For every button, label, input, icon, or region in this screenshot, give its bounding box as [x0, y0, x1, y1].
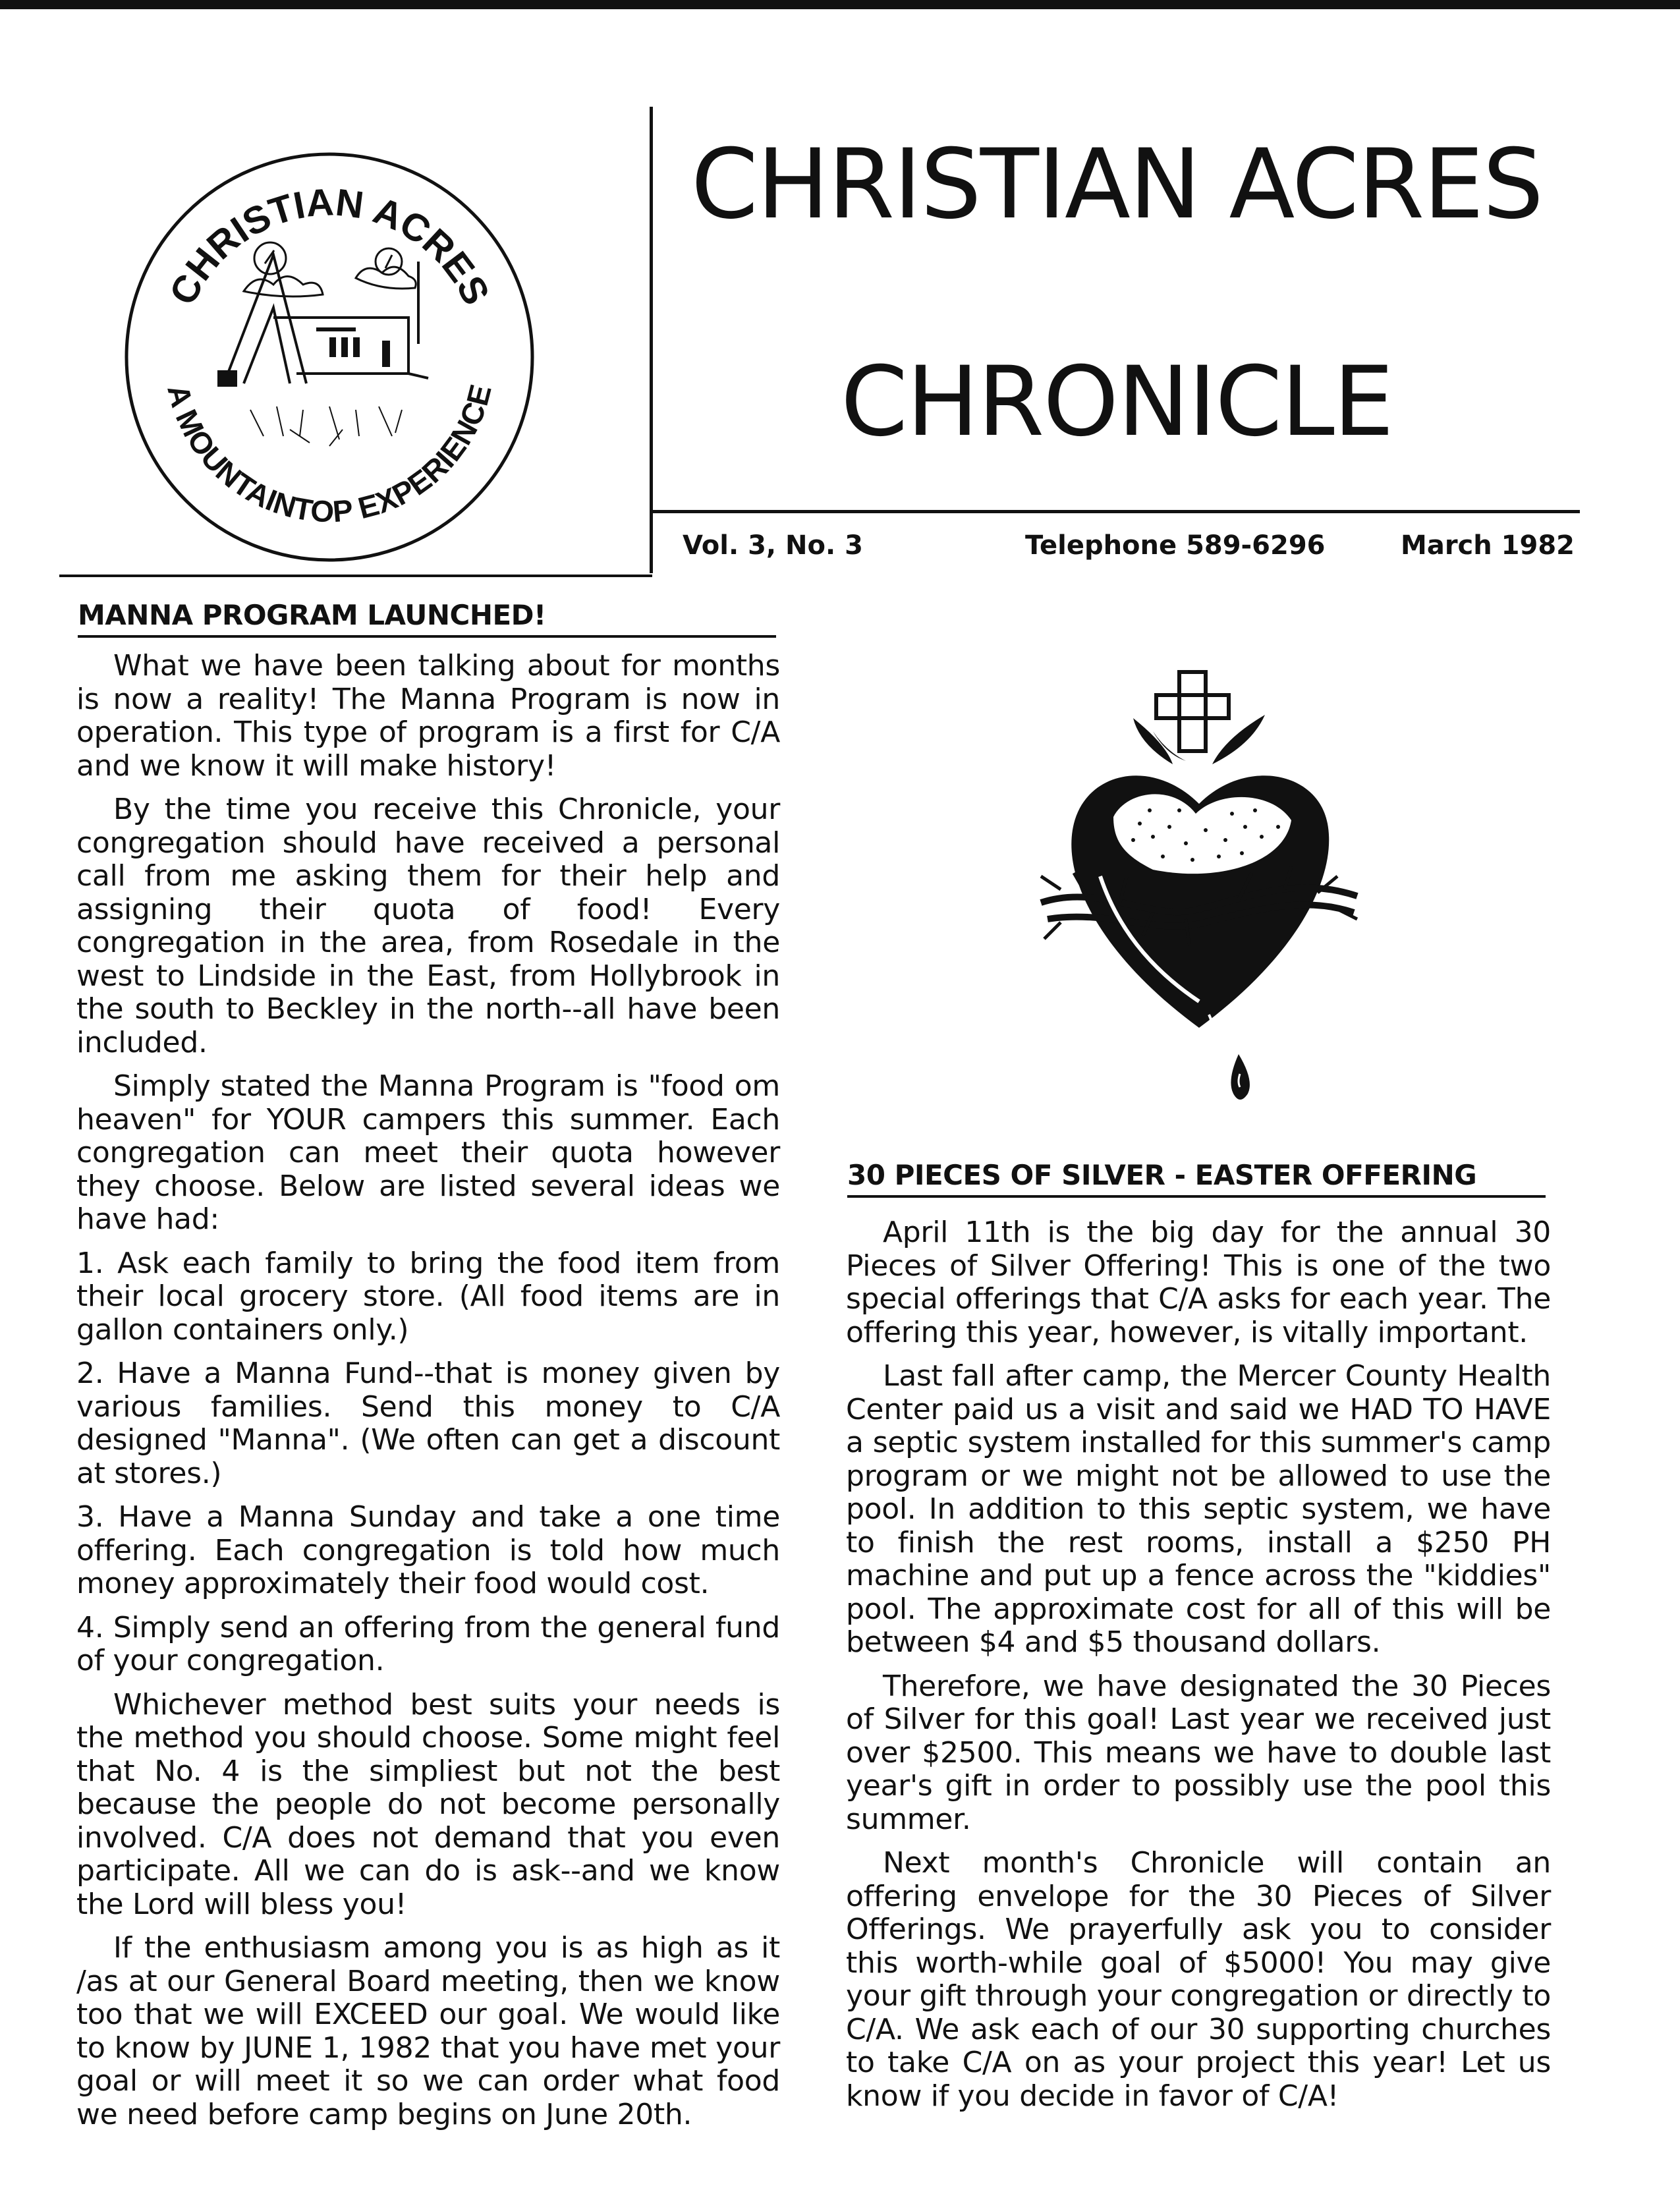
christian-acres-seal-logo [119, 146, 540, 568]
seal-top-text: CHRISTIAN ACRES [161, 181, 498, 312]
list-item: 3. Have a Manna Sunday and take a one time offering. Each congregation is told how much money approximately their food would cost. [76, 1500, 780, 1600]
list-item: 1. Ask each family to bring the food item from their local grocery store. (All food items are in gallon containers only.) [76, 1246, 780, 1347]
masthead-divider-horizontal [650, 510, 1580, 513]
paragraph: What we have been talking about for months is now a reality! The Manna Program is now in operation. This type of program is a first for C/A and we know it will make history! [76, 649, 780, 783]
article-body-manna [76, 650, 780, 2142]
sacred-heart-illustration [1021, 659, 1377, 1120]
list-item: 4. Simply send an offering from the general fund of your congregation. [76, 1610, 780, 1677]
issue-date: March 1982 [1401, 530, 1575, 561]
paragraph: April 11th is the big day for the annual 30 Pieces of Silver Offering! This is one of the two special offerings that C/A asks for each year. The offering this year, however, is vitally important. [846, 1216, 1551, 1349]
newsletter-title-line1: CHRISTIAN ACRES [690, 128, 1543, 240]
masthead-divider-vertical [650, 107, 653, 573]
volume-issue: Vol. 3, No. 3 [683, 530, 863, 561]
paragraph: If the enthusiasm among you is as high as it /as at our General Board meeting, then we know too that we will EXCEED our goal. We would like to know by JUNE 1, 1982 that you have met your goal or will meet it so we can order what food we need before camp begins on June 20th. [76, 1931, 780, 2131]
telephone: Telephone 589-6296 [1025, 530, 1326, 561]
top-border [0, 0, 1680, 9]
paragraph: Simply stated the Manna Program is "food om heaven" for YOUR campers this summer. Each congregation can meet their quota however they choose. Below are listed several ideas we have had: [76, 1069, 780, 1236]
article-heading-easter-offering: 30 PIECES OF SILVER - EASTER OFFERING [847, 1157, 1546, 1198]
newsletter-title-line2: CHRONICLE [841, 346, 1393, 458]
article-body-easter-offering [846, 1216, 1551, 2123]
article-heading-manna: MANNA PROGRAM LAUNCHED! [78, 597, 776, 638]
paragraph: Therefore, we have designated the 30 Pieces of Silver for this goal! Last year we received just over $2500. This means we have to double last year's gift in order to possibly use the pool this summer. [846, 1669, 1551, 1836]
paragraph: Last fall after camp, the Mercer County Health Center paid us a visit and said we HAD TO HAVE a septic system installed for this summer's camp program or we might not be allowed to use the pool. In addition to this septic system, we have to finish the rest rooms, install a $250 PH machine and put up a fence across the "kiddies" pool. The approximate cost for all of this will be between $4 and $5 thousand dollars. [846, 1359, 1551, 1659]
paragraph: Whichever method best suits your needs is the method you should choose. Some might feel that No. 4 is the simpliest but not the best because the people do not become personally involved. C/A does not demand that you even participate. All we can do is ask--and we know the Lord will bless you! [76, 1687, 780, 1921]
left-column-divider [59, 575, 652, 577]
list-item: 2. Have a Manna Fund--that is money given by various families. Send this money to C/A designed "Manna". (We often can get a discount at stores.) [76, 1357, 780, 1490]
paragraph: Next month's Chronicle will contain an offering envelope for the 30 Pieces of Silver Offerings. We prayerfully ask you to consider this worth-while goal of $5000! You may give your gift through your congregation or directly to C/A. We ask each of our 30 supporting churches to take C/A on as your project this year! Let us know if you decide in favor of C/A! [846, 1846, 1551, 2113]
paragraph: By the time you receive this Chronicle, your congregation should have received a personal call from me asking them for their help and assigning their quota of food! Every congregation in the area, from Rosedale in the west to Lindside in the East, from Hollybrook in the south to Beckley in the north--all have been included. [76, 793, 780, 1059]
seal-bottom-text: A MOUNTAINTOP EXPERIENCE [161, 381, 498, 529]
